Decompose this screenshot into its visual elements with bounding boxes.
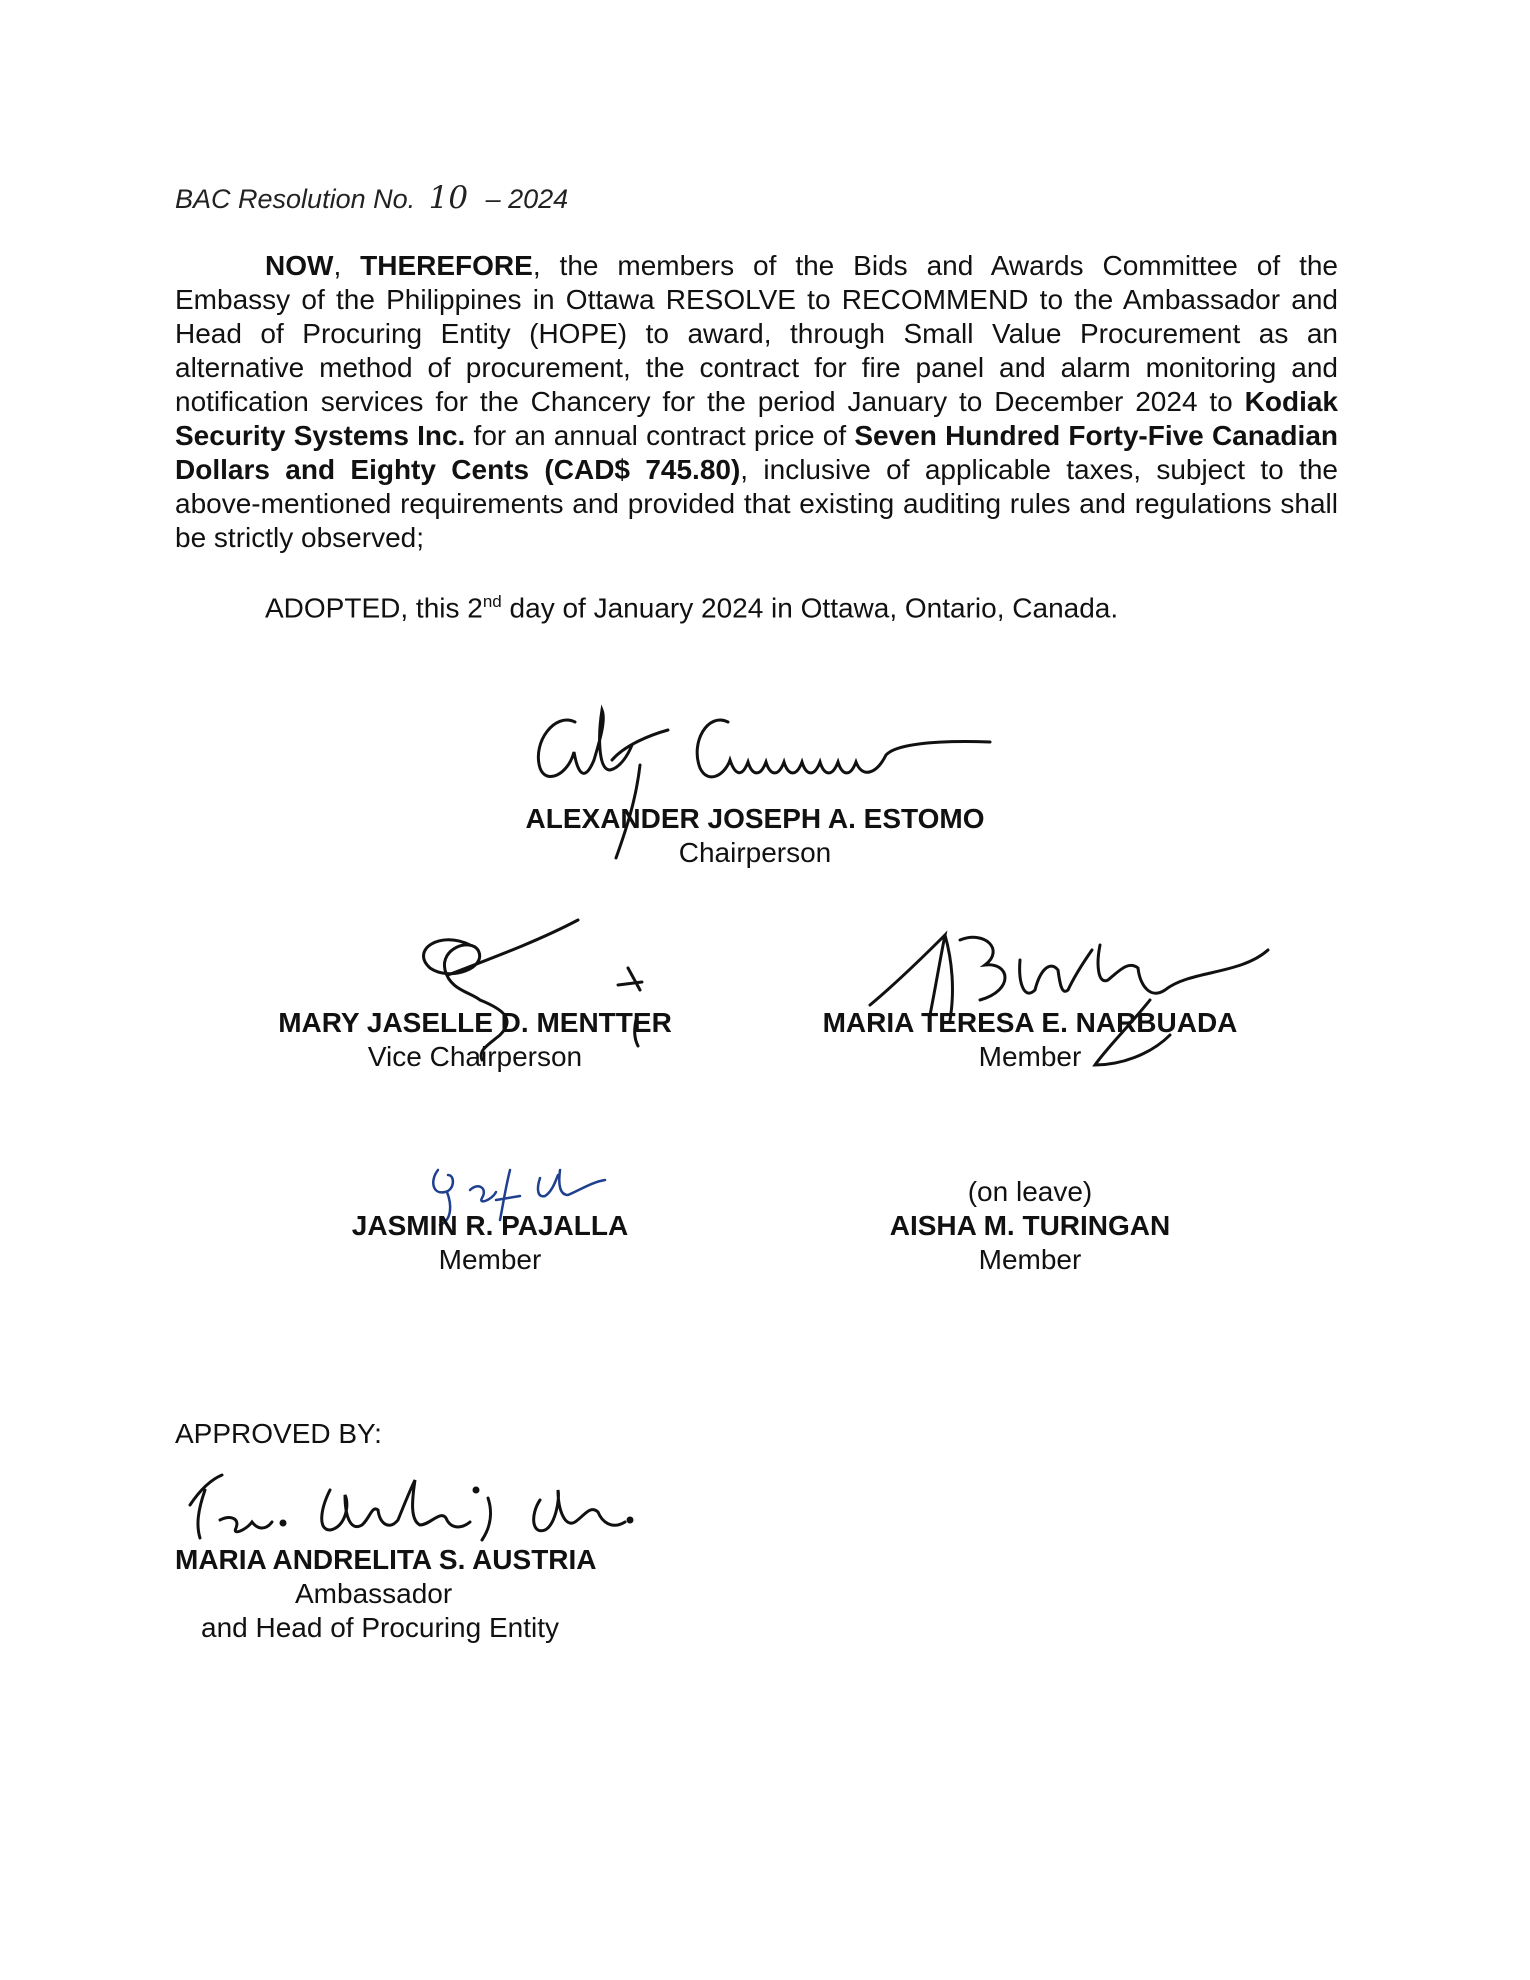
paragraph-text-1: , the members of the Bids and Awards Committee of the Embassy of the Philippines in Ottawa RESOLVE to RECOMMEND to the Ambassador and Head of Procuring Entity (HOPE) to award, through Small Value Procurement as an alternative method of procurement, the contract for fire panel and alarm monitoring and notification services for the Chancery for the period January to December 2024 to <box>175 250 1338 417</box>
ambassador-name: MARIA ANDRELITA S. AUSTRIA <box>175 1544 597 1575</box>
paragraph-text-3: , inclusive of applicable taxes, subject to the above-mentioned requirements and provided that existing auditing rules and regulations shall be strictly observed; <box>175 454 1338 553</box>
paragraph-text-2: for an annual contract price of <box>465 420 855 451</box>
adopted-pre: ADOPTED, this 2 <box>265 592 483 624</box>
member2-role: Member <box>438 1244 542 1275</box>
chair-name: ALEXANDER JOSEPH A. ESTOMO <box>525 803 985 834</box>
ambassador-role-2: and Head of Procuring Entity <box>201 1612 559 1643</box>
resolution-paragraph: NOW, THEREFORE, the members of the Bids and Awards Committee of the Embassy of the Philippines in Ottawa RESOLVE to RECOMMEND to the Ambassador and Head of Procuring Entity (HOPE) to award, through Small Value Procurement as an alternative method of procurement, the contract for fire panel and alarm monitoring and notification services for the Chancery for the period January to December 2024 to Kodiak Security Systems Inc. for an annual contract price of Seven Hundred Forty-Five Canadian Dollars and Eighty Cents (CAD$ 745.80), inclusive of applicable taxes, subject to the above-mentioned requirements and provided that existing auditing rules and regulations shall be strictly observed; <box>175 250 1338 553</box>
member3-name: AISHA M. TURINGAN <box>889 1210 1171 1241</box>
adopted-ordinal: nd <box>482 592 502 611</box>
therefore-keyword: THEREFORE <box>360 250 533 281</box>
member3-role: Member <box>978 1244 1082 1275</box>
member3-leave-note: (on leave) <box>967 1176 1093 1207</box>
adopted-post: day of January 2024 in Ottawa, Ontario, Canada. <box>501 592 1119 624</box>
member1-name: MARIA TERESA E. NARBUADA <box>822 1007 1238 1038</box>
chair-role: Chairperson <box>678 837 832 868</box>
approved-by-label: APPROVED BY: <box>175 1418 382 1449</box>
member2-name: JASMIN R. PAJALLA <box>351 1210 629 1241</box>
ambassador-role: Ambassador <box>295 1578 453 1609</box>
member1-role: Member <box>978 1041 1082 1072</box>
contract-price: Seven Hundred Forty-Five Canadian Dollars and Eighty Cents (CAD$ 745.80) <box>175 420 1338 485</box>
resolution-prefix: BAC Resolution No. <box>175 184 416 214</box>
ambassador-block <box>175 1543 597 1645</box>
resolution-number: 10 <box>428 180 469 216</box>
vice-role: Vice Chairperson <box>367 1041 583 1072</box>
now-keyword: NOW <box>265 250 334 281</box>
awardee-company: Kodiak Security Systems Inc. <box>175 386 1338 451</box>
vice-name: MARY JASELLE D. MENTTER <box>278 1007 672 1038</box>
resolution-year: – 2024 <box>485 184 569 214</box>
